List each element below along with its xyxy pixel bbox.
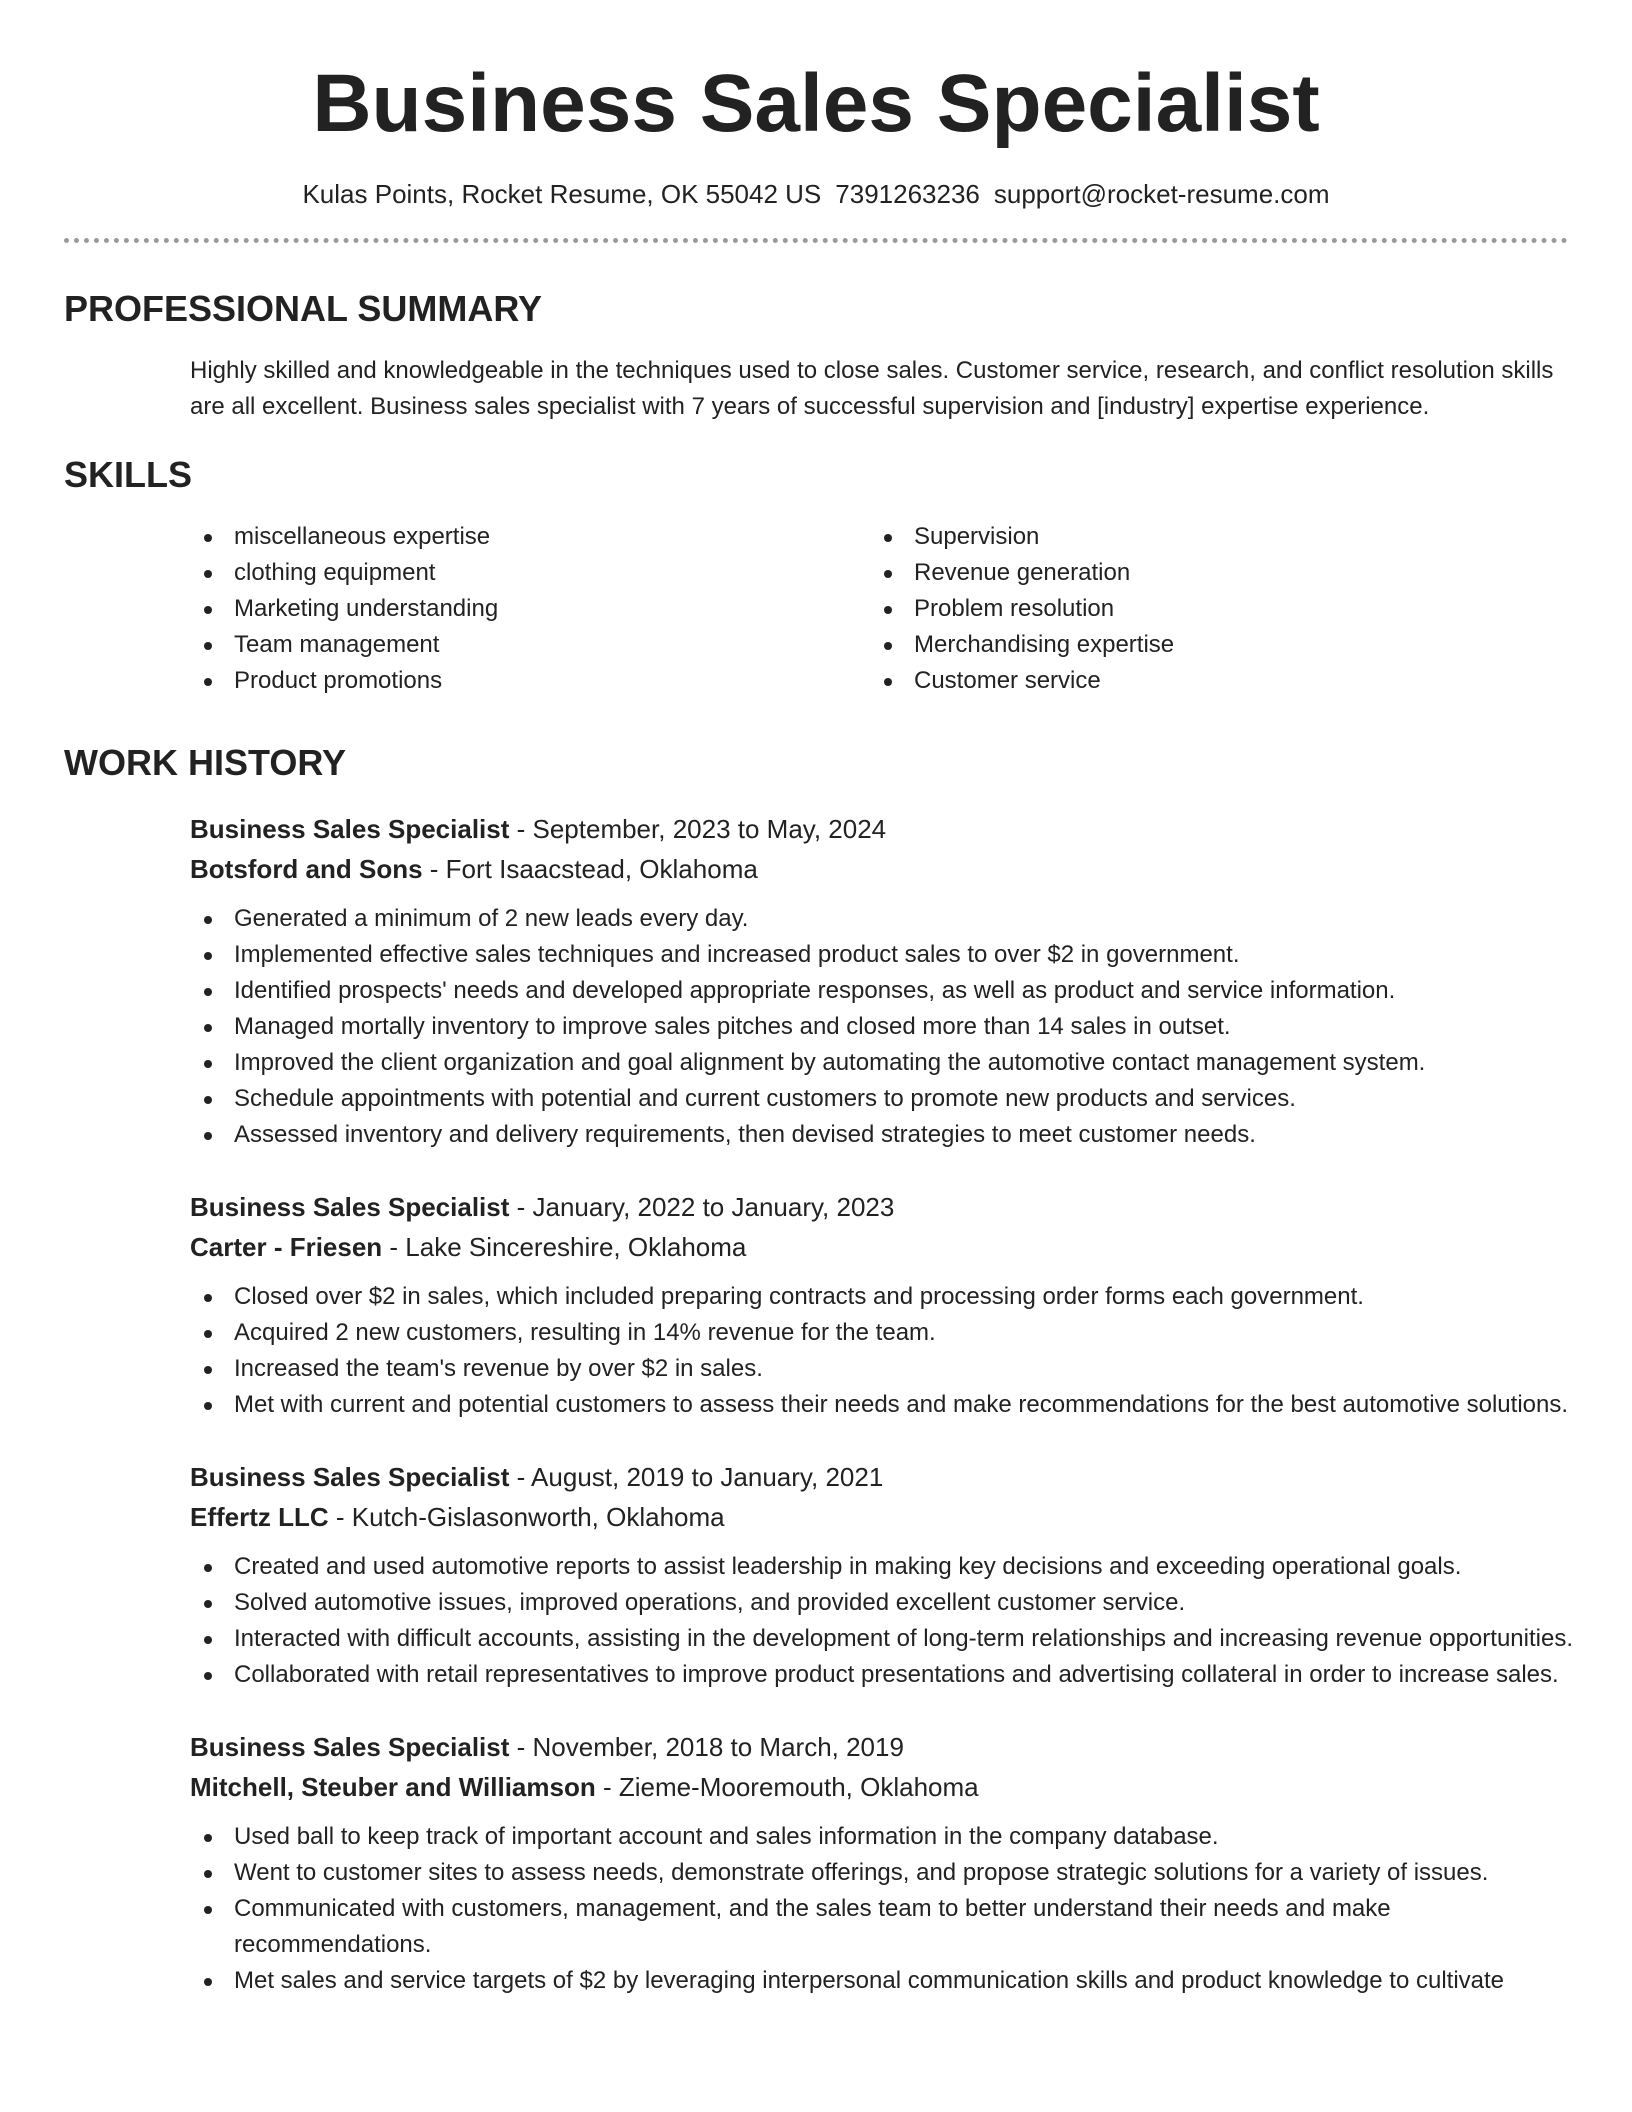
job-bullet: Implemented effective sales techniques and increased product sales to over $2 in government. — [190, 937, 1590, 973]
job-role: Business Sales Specialist — [190, 1732, 510, 1762]
job-role: Business Sales Specialist — [190, 814, 510, 844]
job-bullet: Met sales and service targets of $2 by leveraging interpersonal communication skills and product knowledge to cultivate — [190, 1963, 1590, 1999]
job-role-line — [190, 1457, 1568, 1497]
job-bullet: Met with current and potential customers to assess their needs and make recommendations for the best automotive solutions. — [190, 1387, 1590, 1423]
job-company: Effertz LLC — [190, 1502, 329, 1532]
job-bullets — [190, 901, 1590, 1153]
skills-list-left — [190, 519, 870, 699]
job-bullet: Communicated with customers, management, and the sales team to better understand their needs and make recommendations. — [190, 1891, 1590, 1963]
skill-item: Marketing understanding — [190, 591, 870, 627]
job-bullet: Closed over $2 in sales, which included preparing contracts and processing order forms each government. — [190, 1279, 1590, 1315]
job-location: - Zieme-Mooremouth, Oklahoma — [595, 1772, 979, 1802]
job-bullet: Generated a minimum of 2 new leads every day. — [190, 901, 1590, 937]
contact-email: support@rocket-resume.com — [993, 179, 1330, 209]
job-bullet: Identified prospects' needs and developed appropriate responses, as well as product and service information. — [190, 973, 1590, 1009]
job-company-line — [190, 1497, 1568, 1537]
job-bullet: Improved the client organization and goal alignment by automating the automotive contact management system. — [190, 1045, 1590, 1081]
skill-item: miscellaneous expertise — [190, 519, 870, 555]
skill-item: Merchandising expertise — [870, 627, 1550, 663]
job-company: Botsford and Sons — [190, 854, 423, 884]
job-company-line — [190, 1767, 1568, 1807]
job-bullet: Acquired 2 new customers, resulting in 14% revenue for the team. — [190, 1315, 1590, 1351]
skills-columns — [190, 519, 1568, 699]
job-entry — [190, 1727, 1568, 1999]
job-dates: - August, 2019 to January, 2021 — [509, 1462, 884, 1492]
job-bullet: Created and used automotive reports to assist leadership in making key decisions and exceeding operational goals. — [190, 1549, 1590, 1585]
skills-section-title: SKILLS — [64, 454, 193, 495]
job-bullet: Used ball to keep track of important account and sales information in the company database. — [190, 1819, 1590, 1855]
job-bullet: Collaborated with retail representatives to improve product presentations and advertising collateral in order to increase sales. — [190, 1657, 1590, 1693]
job-role-line — [190, 1187, 1568, 1227]
job-company: Carter - Friesen — [190, 1232, 383, 1262]
header-divider — [64, 238, 1568, 243]
job-bullets — [190, 1279, 1590, 1423]
skills-list-right — [870, 519, 1550, 699]
job-role-line — [190, 809, 1568, 849]
job-role: Business Sales Specialist — [190, 1462, 510, 1492]
job-bullets — [190, 1819, 1590, 1999]
job-bullet: Increased the team's revenue by over $2 in sales. — [190, 1351, 1590, 1387]
resume-page — [64, 0, 1573, 1999]
job-bullet: Assessed inventory and delivery requirements, then devised strategies to meet customer needs. — [190, 1117, 1590, 1153]
job-dates: - January, 2022 to January, 2023 — [509, 1192, 895, 1222]
skill-item: Problem resolution — [870, 591, 1550, 627]
job-bullet: Schedule appointments with potential and current customers to promote new products and services. — [190, 1081, 1590, 1117]
job-bullet: Solved automotive issues, improved operations, and provided excellent customer service. — [190, 1585, 1590, 1621]
job-bullet: Managed mortally inventory to improve sales pitches and closed more than 14 sales in outset. — [190, 1009, 1590, 1045]
job-company-line — [190, 1227, 1568, 1267]
job-role: Business Sales Specialist — [190, 1192, 510, 1222]
job-location: - Kutch-Gislasonworth, Oklahoma — [328, 1502, 725, 1532]
job-bullets — [190, 1549, 1590, 1693]
job-entry — [190, 809, 1568, 1153]
job-dates: - September, 2023 to May, 2024 — [509, 814, 887, 844]
job-entry — [190, 1457, 1573, 1693]
contact-address: Kulas Points, Rocket Resume, OK 55042 US — [302, 179, 822, 209]
job-bullet: Went to customer sites to assess needs, demonstrate offerings, and propose strategic solutions for a variety of issues. — [190, 1855, 1590, 1891]
summary-section-title: PROFESSIONAL SUMMARY — [64, 288, 543, 329]
summary-text: Highly skilled and knowledgeable in the techniques used to close sales. Customer service, research, and conflict resolution skills are all excellent. Business sales specialist with 7 years of successful supervision and [industry] expertise experience. — [190, 357, 1554, 420]
skill-item: Supervision — [870, 519, 1550, 555]
job-location: - Lake Sincereshire, Oklahoma — [382, 1232, 747, 1262]
resume-name-heading: Business Sales Specialist — [312, 58, 1320, 149]
contact-phone: 7391263236 — [835, 179, 980, 209]
contact-line — [64, 176, 1568, 212]
job-company: Mitchell, Steuber and Williamson — [190, 1772, 596, 1802]
skill-item: clothing equipment — [190, 555, 870, 591]
job-role-line — [190, 1727, 1568, 1767]
skill-item: Team management — [190, 627, 870, 663]
job-dates: - November, 2018 to March, 2019 — [509, 1732, 904, 1762]
skill-item: Product promotions — [190, 663, 870, 699]
job-location: - Fort Isaacstead, Oklahoma — [422, 854, 758, 884]
skill-item: Customer service — [870, 663, 1550, 699]
work-history-section-title: WORK HISTORY — [64, 742, 347, 783]
skill-item: Revenue generation — [870, 555, 1550, 591]
job-company-line — [190, 849, 1568, 889]
job-entry — [190, 1187, 1568, 1423]
job-bullet: Interacted with difficult accounts, assisting in the development of long-term relationships and increasing revenue opportunities. — [190, 1621, 1590, 1657]
